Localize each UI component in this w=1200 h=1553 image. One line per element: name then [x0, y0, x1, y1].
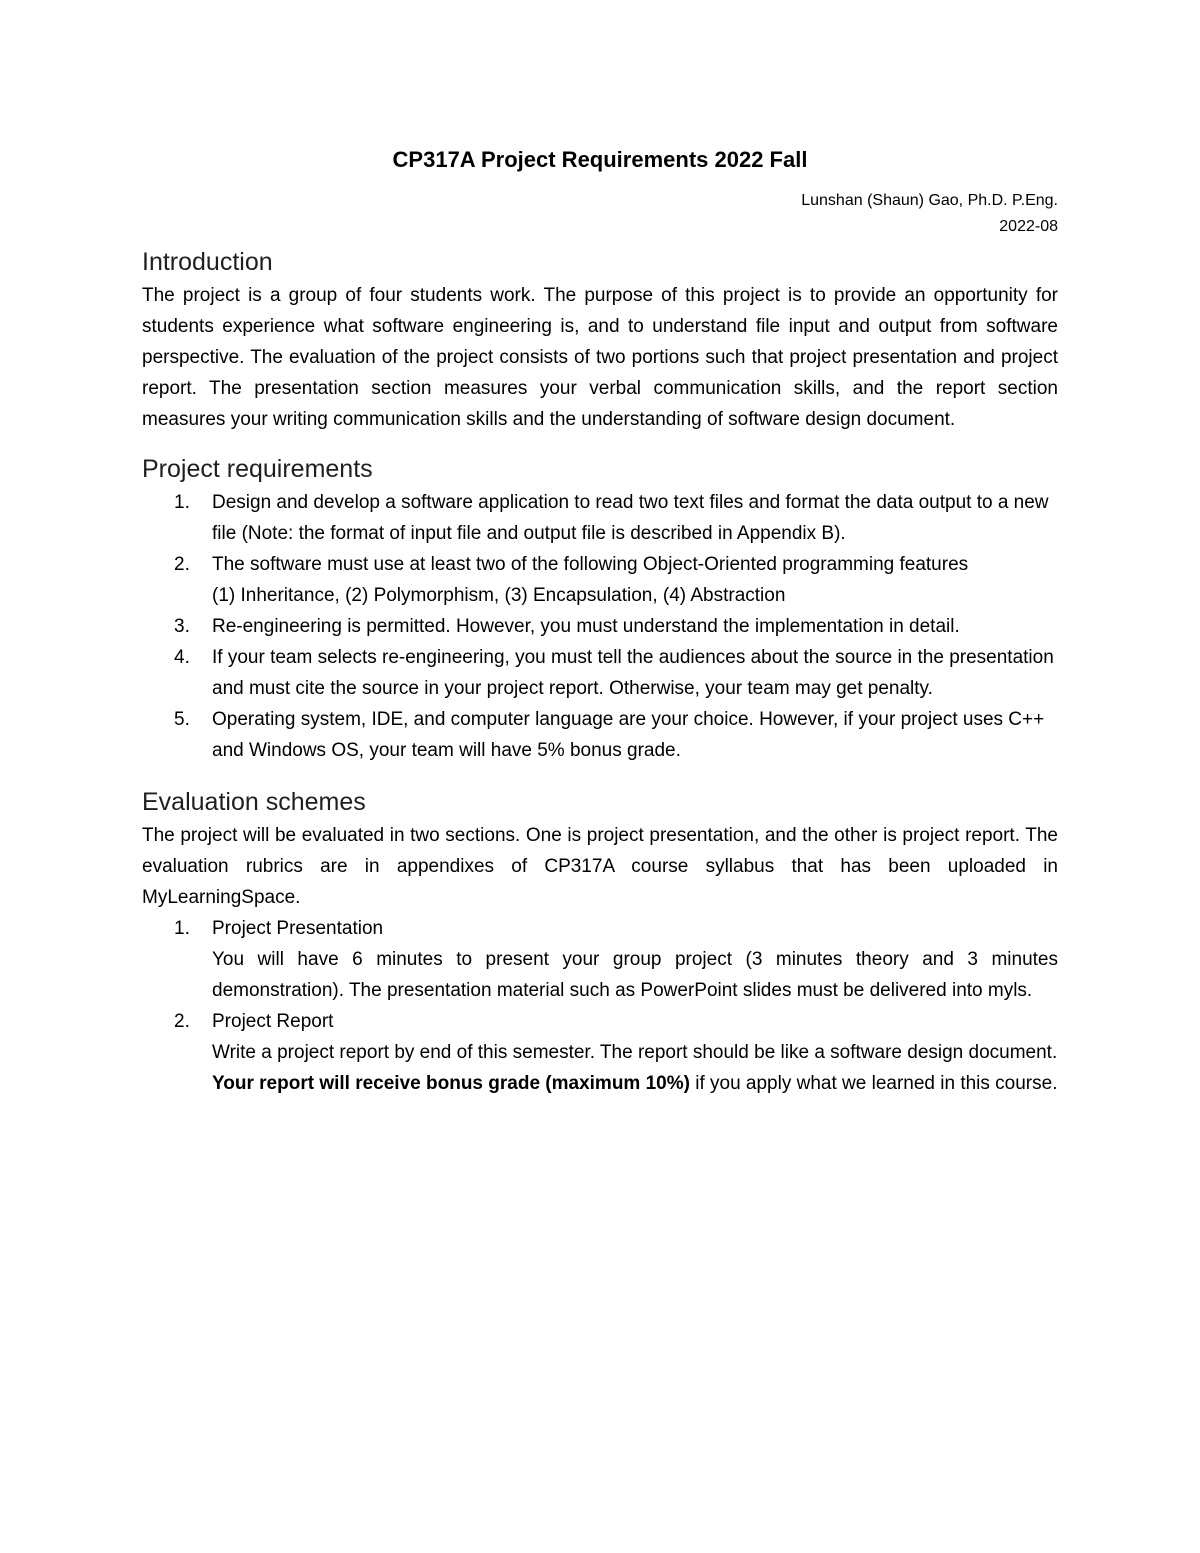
author-name: Lunshan (Shaun) Gao, Ph.D. P.Eng. [801, 192, 1058, 209]
requirement-number: 2. [174, 554, 190, 575]
requirement-text: If your team selects re-engineering, you must tell the audiences about the source in the presentation and must cite the source in your project report. Otherwise, your team may get penalty. [212, 647, 1054, 699]
evaluation-item-text: You will have 6 minutes to present your group project (3 minutes theory and 3 minutes demonstration). The presentation material such as PowerPoint slides must be delivered into myls. [212, 949, 1058, 1001]
requirement-item [142, 611, 1058, 642]
document-date: 2022-08 [999, 218, 1058, 235]
requirement-number: 5. [174, 709, 190, 730]
requirements-list [142, 487, 1058, 766]
requirement-text: Design and develop a software application to read two text files and format the data output to a new file (Note: the format of input file and output file is described in Appendix B). [212, 492, 1049, 544]
requirement-subtext: (1) Inheritance, (2) Polymorphism, (3) Encapsulation, (4) Abstraction [212, 585, 786, 606]
requirement-item [142, 642, 1058, 704]
bonus-bold-text: Your report will receive bonus grade (maximum 10%) [212, 1073, 690, 1094]
document-page [142, 140, 1058, 1099]
evaluation-body: The project will be evaluated in two sections. One is project presentation, and the other is project report. The evaluation rubrics are in appendixes of CP317A course syllabus that has been uploaded in MyLearningSpace. [142, 825, 1058, 908]
document-title: CP317A Project Requirements 2022 Fall [392, 147, 808, 172]
evaluation-item-title: Project Presentation [212, 918, 384, 939]
requirement-item [142, 549, 1058, 611]
evaluation-number: 2. [174, 1011, 190, 1032]
evaluation-bonus-note [212, 1068, 1058, 1099]
requirement-text: Re-engineering is permitted. However, you must understand the implementation in detail. [212, 616, 960, 637]
introduction-section [142, 244, 1058, 435]
requirement-item [142, 704, 1058, 766]
requirement-text: The software must use at least two of the following Object-Oriented programming features [212, 554, 969, 575]
requirement-item [142, 487, 1058, 549]
introduction-heading: Introduction [142, 248, 273, 276]
bonus-rest-text: if you apply what we learned in this course. [689, 1073, 1058, 1094]
requirement-text: Operating system, IDE, and computer language are your choice. However, if your project uses C++ and Windows OS, your team will have 5% bonus grade. [212, 709, 1045, 761]
introduction-body: The project is a group of four students work. The purpose of this project is to provide an opportunity for students experience what software engineering is, and to understand file input and output from software perspective. The evaluation of the project consists of two portions such that project presentation and project report. The presentation section measures your verbal communication skills, and the report section measures your writing communication skills and the understanding of software design document. [142, 285, 1058, 430]
requirement-number: 3. [174, 616, 190, 637]
evaluation-section [142, 784, 1058, 1099]
evaluation-number: 1. [174, 918, 190, 939]
evaluation-item-title: Project Report [212, 1011, 334, 1032]
requirement-number: 4. [174, 647, 190, 668]
evaluation-item-text: Write a project report by end of this semester. The report should be like a software design document. [212, 1042, 1058, 1063]
author-block [142, 188, 1058, 240]
requirements-section [142, 451, 1058, 766]
evaluation-list [142, 913, 1058, 1099]
evaluation-heading: Evaluation schemes [142, 788, 366, 816]
requirement-number: 1. [174, 492, 190, 513]
evaluation-item [142, 1006, 1058, 1099]
requirements-heading: Project requirements [142, 455, 373, 483]
evaluation-item [142, 913, 1058, 1006]
